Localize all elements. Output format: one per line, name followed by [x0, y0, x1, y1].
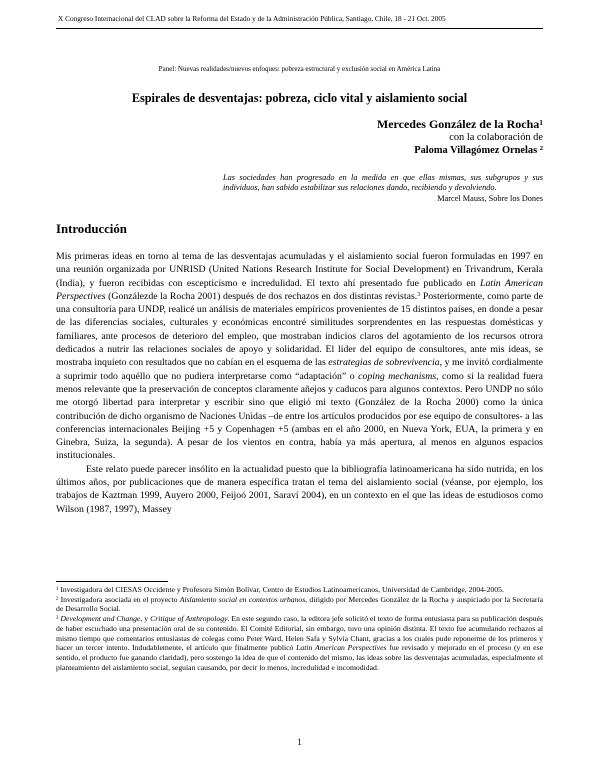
- footnote-3-mark: 3: [56, 616, 59, 622]
- footnote-3: [56, 614, 543, 672]
- coauthor-name-line: [377, 144, 543, 157]
- author-name: Mercedes González de la Rocha: [376, 117, 540, 131]
- running-header: X Congreso Internacional del CLAD sobre la Reforma del Estado y de la Administración Pública, Santiago, Chile, 18 - 21 Oct. 2005: [58, 14, 446, 23]
- footnote-ref-2: 2: [539, 145, 543, 153]
- footnote-2-text-a: Investigadora asociada en el proyecto: [58, 594, 180, 604]
- footnote-1: [56, 585, 543, 595]
- journal-lap: Latin American Perspectives: [296, 643, 387, 653]
- footnotes: [56, 585, 543, 672]
- journal-title: Latin American Perspectives: [56, 277, 543, 302]
- footnote-1-mark: 1: [56, 587, 59, 593]
- footnote-3-text-a: , y: [140, 614, 151, 624]
- footnote-1-text: Investigadora del CIESAS Occidente y Profesora Simón Bolívar, Centro de Estudios Latinoamericanos, Universidad de Cambridge, 2004-2005.: [58, 585, 504, 594]
- collaboration-label: con la colaboración de: [449, 132, 543, 143]
- section-heading: Introducción: [56, 222, 127, 236]
- body-text: [56, 250, 543, 516]
- footnote-2-text-b: , dirigido por Mercedes González de la Rocha y auspiciado por la Secretaría de Desarrollo Social.: [56, 594, 543, 614]
- journal-dev-change: Development and Change: [60, 614, 141, 624]
- footnote-2: [56, 595, 543, 614]
- author-name-line: [377, 117, 543, 132]
- footnote-3-text-b: . En este segundo caso, la editora jefe solicitó el texto de forma entusiasta para su publicación después de haber escuchado una presentación oral de su contenido. El Comité Editorial, sin embargo, tuvo una opinión distinta. El texto fue acumulando rechazos al mismo tiempo que comentarios entusiastas de colegas como Peter Ward, Helen Safa y Sylvia Chant, gracias a los cuales pude reponerme de los primeros y hacer un tercer intento. Indudablemente, el artículo que finalmente publicó: [56, 614, 543, 653]
- term-coping: coping mechanisms: [358, 370, 437, 382]
- paper-title: Espirales de desventajas: pobreza, ciclo vital y aislamiento social: [131, 91, 468, 105]
- page-number: 1: [297, 737, 302, 747]
- epigraph-source: Marcel Mauss, Sobre los Dones: [437, 194, 543, 203]
- footnote-ref-3: 3: [417, 292, 421, 299]
- footnote-ref-1: 1: [539, 118, 543, 128]
- coauthor-name: Paloma Villagómez Ornelas: [414, 145, 538, 156]
- paragraph-1: [56, 250, 543, 463]
- journal-critique: Critique of Anthropology: [150, 614, 228, 624]
- term-estrategias: estrategias de sobrevivencia: [328, 357, 440, 369]
- paragraph-1-text-b: (Gonzálezde la Rocha 2001) después de dos rechazos en dos distintas revistas.: [105, 290, 418, 302]
- paragraph-1-text-a: Mis primeras ideas en torno al tema de las desventajas acumuladas y el aislamiento social fueron formuladas en 1997 en una reunión organizada por UNRISD (United Nations Research Institute for Social Development) en Trivandrum, Kerala (India), y fueron recibidas con escepticismo e incredulidad. El texto ahí presentado fue publicado en: [56, 251, 543, 289]
- panel-line: Panel: Nuevas realidades/nuevos enfoques: pobreza estructural y exclusión social en América Latina: [158, 65, 441, 73]
- header-rule: [56, 28, 543, 29]
- paragraph-2: Este relato puede parecer insólito en la actualidad puesto que la bibliografía latinoamericana ha sido nutrida, en los últimos años, por publicaciones que de manera específica tratan el tema del aislamiento social (véanse, por ejemplo, los trabajos de Kaztman 1999, Auyero 2000, Feijoó 2001, Saraví 2004), en un contexto en el que las ideas de estudiosos como Wilson (1987, 1997), Massey: [56, 463, 543, 515]
- footnote-rule: [56, 581, 168, 582]
- epigraph-quote: Las sociedades han progresado en la medida en que ellas mismas, sus subgrupos y sus individuos, han sabido estabilizar sus relaciones dando, recibiendo y devolviendo.: [223, 173, 543, 193]
- paragraph-1-text-e: , como si la realidad fuera menos relevante que la preservación de conceptos claramente añejos y caducos para algunos contextos. Pero UNDP no sólo me otorgó libertad para interpretar y escribir sino que eligió mi texto (González de la Rocha 2000) como la única contribución de dicho organismo de Naciones Unidas –de entre los artículos producidos por ese equipo de consultores- a las conferencias internacionales Beijing +5 y Copenhagen +5 (ambas en el año 2000, en Nueva York, EUA, la primera y en Ginebra, Suiza, la segunda). A pesar de los vientos en contra, había ya más apertura, al menos en algunos espacios institucionales.: [56, 370, 543, 462]
- footnote-2-mark: 2: [56, 596, 59, 602]
- paragraph-1-text-c: Posteriormente, como parte de una consultoría para UNDP, realicé un análisis de materiales empíricos provenientes de 15 distintos países, en donde a pesar de las diferencias sociales, culturales y económicas encontré similitudes sorprendentes en las respuestas domésticas y familiares, ante procesos de deterioro del empleo, que mostraban indicios claros del agotamiento de los recursos otrora dedicados a nutrir las relaciones sociales de apoyo y solidaridad. El líder del equipo de consultores, ante mis ideas, se mostraba inquieto con resultados que no cabían en el esquema de las: [56, 290, 543, 369]
- author-block: [377, 117, 543, 157]
- footnote-3-text-c: fue revisado y mejorado en el proceso (y en ese sentido, el producto fue ganando claridad), pero sostengo la idea de que el contenido del mismo, las ideas sobre las desventajas acumuladas, especialmente el planteamiento del aislamiento social, seguían causando, por decir lo menos, incredulidad e incomodidad.: [56, 643, 543, 672]
- paragraph-1-text-d: , y me invitó cordialmente a suprimir todo aquéllo que no pudiera interpretarse como “adaptación” o: [56, 357, 543, 382]
- project-title: Aislamiento social en contextos urbanos: [179, 594, 306, 604]
